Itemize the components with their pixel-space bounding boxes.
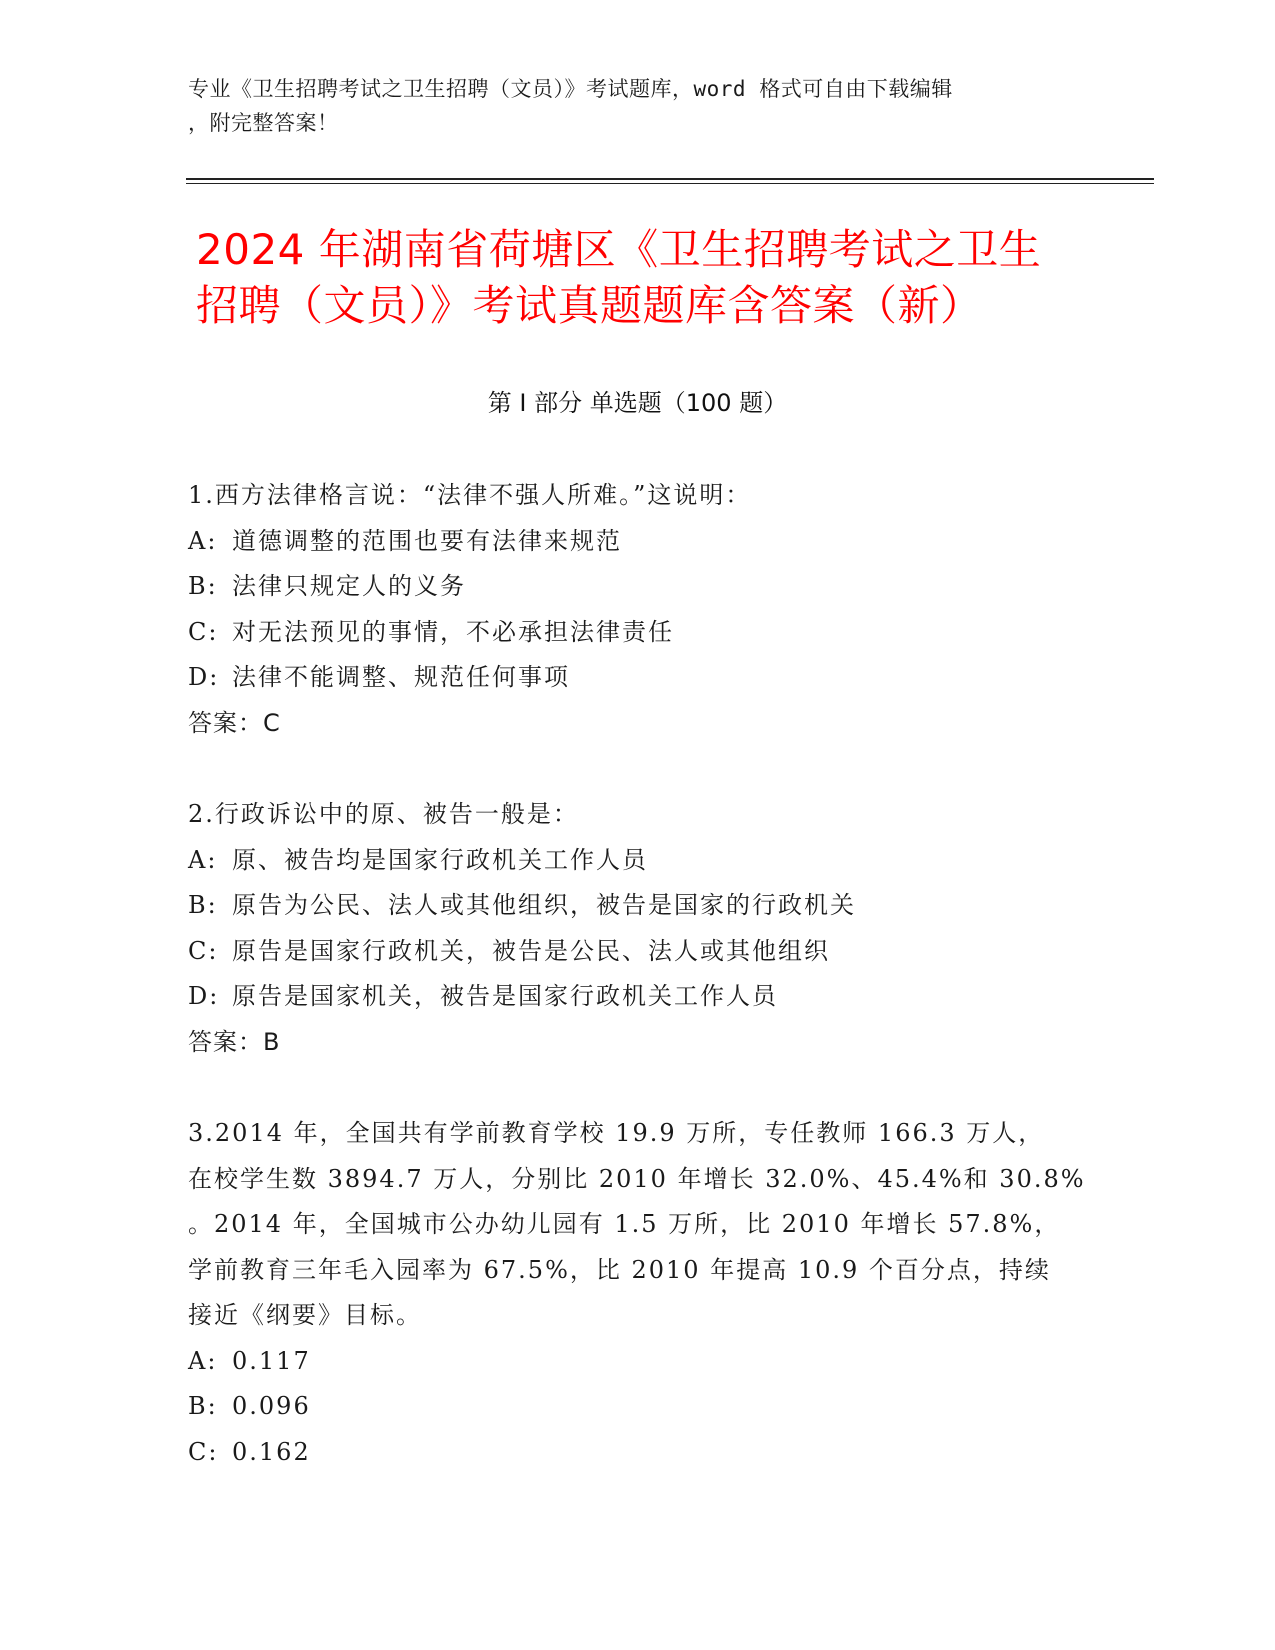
option-text: 法律只规定人的义务 (232, 572, 466, 600)
question-stem-line: 学前教育三年毛入园率为 67.5%，比 2010 年提高 10.9 个百分点，持续 (188, 1255, 1051, 1284)
option-b (188, 1384, 1088, 1430)
option-c (188, 1430, 1088, 1476)
option-text: 原、被告均是国家行政机关工作人员 (232, 845, 648, 874)
option-a (188, 519, 1088, 565)
question-stem-line: 接近《纲要》目标。 (188, 1301, 422, 1329)
question-stem-line: 2.行政诉讼中的原、被告一般是： (188, 800, 579, 828)
question-stem-line: 在校学生数 3894.7 万人，分别比 2010 年增长 32.0%、45.4%和 30.8% (188, 1164, 1086, 1193)
header-note-line-1: 专业《卫生招聘考试之卫生招聘（文员）》考试题库，word 格式可自由下载编辑 (188, 77, 953, 101)
option-d (188, 655, 1088, 701)
option-text: 道德调整的范围也要有法律来规范 (232, 526, 622, 555)
option-letter: C: (188, 936, 219, 965)
question-list (188, 473, 1088, 1521)
question-stem-line: 3.2014 年，全国共有学前教育学校 19.9 万所，专任教师 166.3 万人， (188, 1119, 1045, 1147)
option-letter: A: (188, 845, 218, 874)
question-3 (188, 1111, 1088, 1475)
option-text: 0.096 (232, 1392, 311, 1420)
option-letter: D: (188, 982, 220, 1010)
option-d (188, 974, 1088, 1020)
option-letter: C: (188, 617, 219, 646)
option-letter: A: (188, 1346, 218, 1375)
option-text: 原告是国家行政机关，被告是公民、法人或其他组织 (232, 936, 830, 965)
option-b (188, 564, 1088, 610)
section-heading: 第 I 部分 单选题（100 题） (487, 389, 788, 417)
option-letter: C: (188, 1437, 219, 1466)
question-stem (188, 473, 1088, 519)
header-note (188, 72, 1068, 140)
option-text: 对无法预见的事情，不必承担法律责任 (232, 617, 674, 646)
option-letter: B: (188, 572, 218, 600)
option-c (188, 610, 1088, 656)
answer-label: 答案：B (188, 1027, 281, 1056)
option-text: 0.162 (232, 1437, 311, 1466)
option-letter: B: (188, 891, 218, 919)
document-title-line-1: 2024 年湖南省荷塘区《卫生招聘考试之卫生 (196, 225, 1042, 274)
header-divider-thin (186, 183, 1154, 184)
question-stem-line: 1.西方法律格言说：“法律不强人所难。”这说明： (188, 481, 752, 509)
question-1 (188, 473, 1088, 746)
header-note-line-2: ，附完整答案！ (188, 111, 339, 135)
option-text: 原告是国家机关，被告是国家行政机关工作人员 (232, 982, 778, 1010)
question-2 (188, 792, 1088, 1065)
option-letter: B: (188, 1392, 218, 1420)
question-stem (188, 1111, 1088, 1339)
option-a (188, 1339, 1088, 1385)
option-b (188, 883, 1088, 929)
document-title (196, 222, 1096, 334)
header-divider-thick (186, 178, 1154, 180)
option-text: 0.117 (232, 1346, 311, 1375)
question-stem (188, 792, 1088, 838)
option-letter: D: (188, 663, 220, 691)
document-title-line-2: 招聘（文员）》考试真题题库含答案（新） (196, 281, 983, 330)
option-letter: A: (188, 526, 218, 555)
option-c (188, 929, 1088, 975)
option-text: 法律不能调整、规范任何事项 (232, 663, 570, 691)
answer-label: 答案：C (188, 708, 281, 737)
option-text: 原告为公民、法人或其他组织，被告是国家的行政机关 (232, 891, 856, 919)
option-a (188, 838, 1088, 884)
question-stem-line: 。2014 年，全国城市公办幼儿园有 1.5 万所，比 2010 年增长 57.8%， (188, 1210, 1061, 1238)
